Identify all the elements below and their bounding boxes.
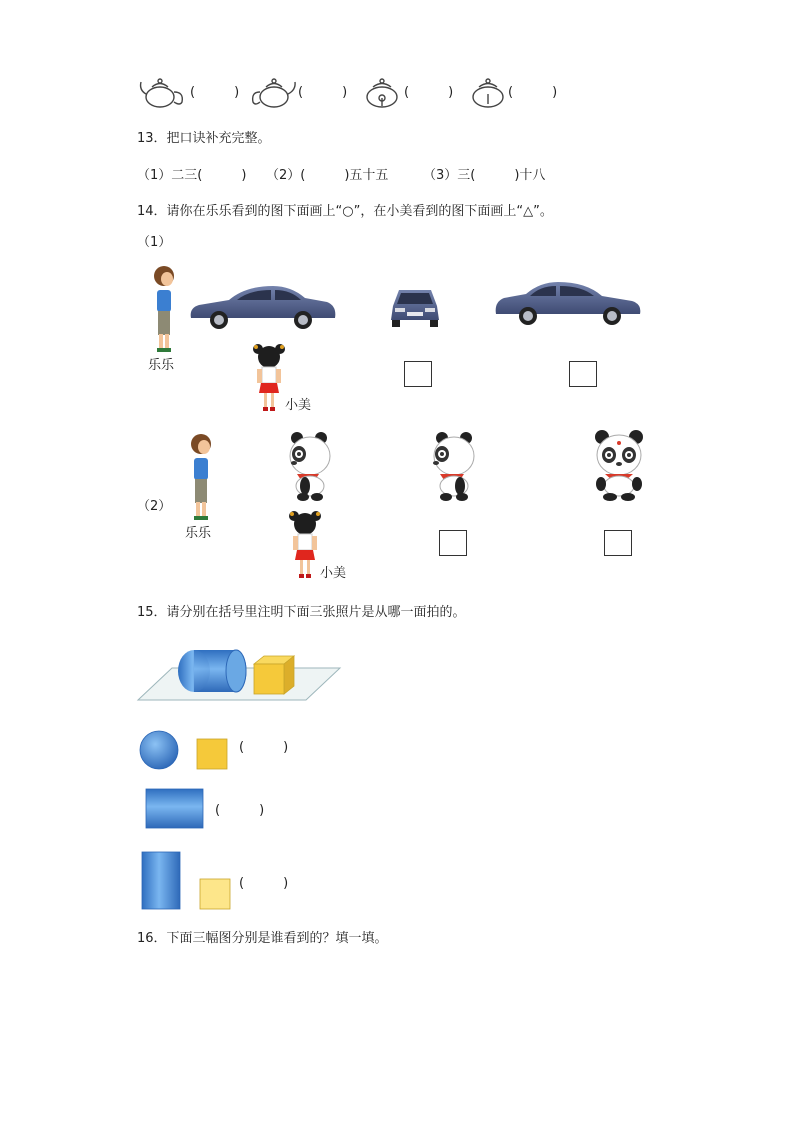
teapot-4-icon (468, 72, 508, 112)
answer-box-1[interactable] (404, 361, 432, 387)
car-side-view-2-image (494, 278, 644, 326)
answer-box-2[interactable] (569, 361, 597, 387)
teapot-2-icon (250, 72, 298, 112)
teapot-3-icon (362, 72, 402, 112)
teapot-3-paren: ( ) (404, 85, 454, 100)
girl-xiaomei-back-2-image (288, 508, 322, 580)
lele-label-2: 乐乐 (185, 526, 212, 541)
teapot-1-paren: ( ) (190, 85, 240, 100)
teapot-2-paren: ( ) (298, 85, 348, 100)
lele-label-1: 乐乐 (148, 358, 175, 373)
answer-box-4[interactable] (604, 530, 632, 556)
q14-title: 14．请你在乐乐看到的图下面画上“○”，在小美看到的图下面画上“△”。 (137, 204, 553, 219)
panda-side-view-image (285, 430, 335, 502)
q13-title: 13．把口诀补充完整。 (137, 131, 271, 146)
girl-xiaomei-back-image (252, 341, 286, 413)
panda-front-view-image (592, 428, 646, 502)
q13-item-3: （3）三( )十八 (423, 168, 546, 183)
answer-box-3[interactable] (439, 530, 467, 556)
cylinder-cube-scene-image (136, 640, 342, 704)
view-tall-rect-square-image (140, 851, 234, 911)
view-rectangle-image (145, 788, 205, 830)
car-front-view-image (389, 286, 441, 328)
teapot-1-icon (138, 72, 186, 112)
view-circle-square-image (139, 730, 231, 772)
xiaomei-label-1: 小美 (285, 398, 312, 413)
car-side-view-image (187, 282, 337, 330)
boy-lele-side-2-image (183, 432, 219, 522)
q13-item-1: （1）二三( ) (137, 168, 247, 183)
boy-lele-side-image (146, 264, 182, 354)
q15-title: 15．请分别在括号里注明下面三张照片是从哪一面拍的。 (137, 605, 466, 620)
q14-part2-label: （2） (137, 499, 172, 514)
xiaomei-label-2: 小美 (320, 566, 347, 581)
q14-part1-label: （1） (137, 235, 172, 250)
panda-side-view-2-image (428, 430, 478, 502)
q13-item-2: （2）( )五十五 (266, 168, 389, 183)
q15-paren-3: ( ) (239, 876, 289, 891)
q15-paren-1: ( ) (239, 740, 289, 755)
teapot-4-paren: ( ) (508, 85, 558, 100)
q16-title: 16．下面三幅图分别是谁看到的？填一填。 (137, 931, 388, 946)
q15-paren-2: ( ) (215, 803, 265, 818)
